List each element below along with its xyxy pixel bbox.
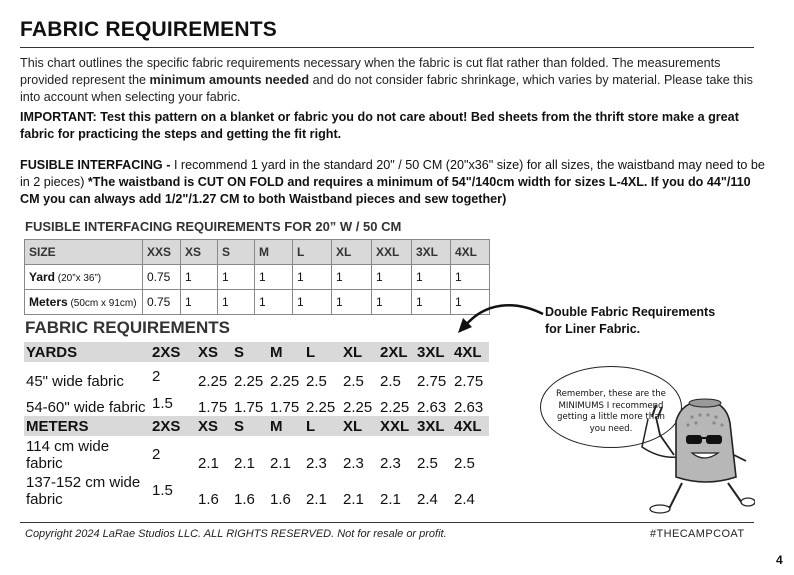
header-cell: L (293, 240, 332, 265)
table-cell: 2.25 (380, 399, 410, 416)
table-cell: 0.75 (143, 290, 181, 315)
table-cell: 1.75 (234, 399, 264, 416)
table-cell: 2.63 (454, 399, 484, 416)
table-cell: 2.5 (343, 373, 364, 390)
thimble-mascot-icon (630, 395, 755, 520)
table-cell: 1 (255, 265, 293, 290)
table-cell: 1 (218, 265, 255, 290)
header-cell: 4XL (452, 416, 489, 436)
table-cell: 1.6 (198, 491, 219, 508)
header-cell: M (268, 342, 304, 362)
footer-divider (20, 522, 754, 523)
table-cell: 2.5 (454, 455, 475, 472)
table-row (24, 362, 489, 390)
header-cell: S (218, 240, 255, 265)
header-cell: 4XL (451, 240, 490, 265)
header-cell: 4XL (452, 342, 489, 362)
row-label: 54-60" wide fabric (26, 399, 146, 416)
hashtag-text: #THECAMPCOAT (650, 528, 745, 540)
table-cell: 1 (412, 290, 451, 315)
table-cell: 2.1 (380, 491, 401, 508)
table-cell: 2.1 (234, 455, 255, 472)
header-cell: XS (196, 416, 232, 436)
header-cell: L (304, 416, 341, 436)
intro-text-1: This chart outlines the specific fabric requirements necessary when the fabric is cut flat rather than folded. The measurements provided represent the (20, 56, 721, 87)
header-cell: M (268, 416, 304, 436)
table-row (25, 290, 490, 315)
table-cell: 1 (255, 290, 293, 315)
table-cell: 2.75 (417, 373, 447, 390)
header-cell: XS (181, 240, 218, 265)
header-cell: 2XS (150, 416, 196, 436)
fabric-table (24, 342, 489, 508)
row-label: 114 cm wide fabric (26, 438, 110, 472)
yards-header-row (24, 342, 489, 362)
header-cell: METERS (24, 416, 150, 436)
meters-header-row (24, 416, 489, 436)
table-cell: 0.75 (143, 265, 181, 290)
table-cell: 1 (412, 265, 451, 290)
table-cell: 1 (218, 290, 255, 315)
row-label: 137-152 cm wide fabric (26, 474, 141, 508)
table-cell: 1.5 (152, 481, 173, 499)
table-cell: 2.25 (198, 373, 228, 390)
table-cell: 2.4 (417, 491, 438, 508)
table-cell: 2.3 (306, 455, 327, 472)
table-cell: 1 (332, 290, 372, 315)
title-divider (20, 47, 754, 48)
fusible-bold: *The waistband is CUT ON FOLD and requires a minimum of 54"/140cm width for sizes L-4XL. If you do 44"/110 CM you can always add 1/2"/1.27 CM to both Waistband pieces and sew together) (20, 175, 751, 206)
table-cell: 2.3 (380, 455, 401, 472)
table-cell: 1.75 (270, 399, 300, 416)
table-cell: 1 (181, 265, 218, 290)
table-cell: 1 (293, 265, 332, 290)
table-cell: 2.1 (343, 491, 364, 508)
table-cell: 2.3 (343, 455, 364, 472)
header-cell: 3XL (415, 342, 452, 362)
header-cell: XXL (372, 240, 412, 265)
table-cell: 2 (152, 367, 161, 385)
header-cell: XS (196, 342, 232, 362)
header-cell: XXS (143, 240, 181, 265)
table-cell: 1.5 (152, 394, 173, 412)
header-cell: 2XS (150, 342, 196, 362)
page-title: FABRIC REQUIREMENTS (20, 18, 277, 41)
interfacing-table (24, 239, 490, 315)
table-cell: 2.1 (270, 455, 291, 472)
table-cell: 2 (152, 445, 161, 463)
header-cell: XL (341, 342, 378, 362)
copyright-text: Copyright 2024 LaRae Studios LLC. ALL RIGHTS RESERVED. Not for resale or profit. (25, 528, 447, 540)
bubble-text: Remember, these are the MINIMUMS I recommend getting a little more than you need. (556, 389, 666, 434)
table-cell: 1.6 (234, 491, 255, 508)
table-cell: 1 (372, 265, 412, 290)
table-row (24, 472, 489, 508)
important-note: IMPORTANT: Test this pattern on a blanket or fabric you do not care about! Bed sheets from the thrift store make a great fabric for practicing the steps and getting the fit right. (20, 110, 739, 141)
table-cell: 2.25 (234, 373, 264, 390)
fabric-table-title: FABRIC REQUIREMENTS (25, 318, 230, 337)
row-label: Meters (50cm x 91cm) (25, 290, 143, 315)
header-cell: M (255, 240, 293, 265)
table-cell: 2.25 (343, 399, 373, 416)
header-cell: L (304, 342, 341, 362)
header-cell: YARDS (24, 342, 150, 362)
header-cell: XL (341, 416, 378, 436)
intro-text-2: and do not consider fabric shrinkage, which varies by material. Please take this into account when selecting your fabric. (20, 73, 753, 104)
table-cell: 2.25 (306, 399, 336, 416)
header-cell: S (232, 416, 268, 436)
table-cell: 1 (451, 290, 490, 315)
table-cell: 2.1 (306, 491, 327, 508)
table-cell: 2.5 (306, 373, 327, 390)
table-cell: 2.4 (454, 491, 475, 508)
row-label: Yard (20”x 36”) (25, 265, 143, 290)
fusible-text: I recommend 1 yard in the standard 20" / 50 CM (20"x36" size) for all sizes, the waistband may need to be in 2 pieces) (20, 158, 765, 189)
table-cell: 1 (181, 290, 218, 315)
row-label: 45" wide fabric (26, 373, 124, 390)
table-row (24, 390, 489, 416)
table-row (25, 265, 490, 290)
table-cell: 1 (293, 290, 332, 315)
header-cell: S (232, 342, 268, 362)
table-cell: 2.5 (380, 373, 401, 390)
table-cell: 1 (332, 265, 372, 290)
table-cell: 2.1 (198, 455, 219, 472)
table-row (24, 436, 489, 472)
table-cell: 2.5 (417, 455, 438, 472)
fusible-paragraph (20, 157, 772, 208)
table-cell: 2.75 (454, 373, 484, 390)
table-cell: 1 (372, 290, 412, 315)
header-cell: XXL (378, 416, 415, 436)
double-note-line-1: Double Fabric Requirements (545, 305, 716, 319)
header-cell: 2XL (378, 342, 415, 362)
interfacing-header-row (25, 240, 490, 265)
header-cell: 3XL (412, 240, 451, 265)
table-cell: 2.25 (270, 373, 300, 390)
fusible-label: FUSIBLE INTERFACING - (20, 158, 174, 172)
header-cell: SIZE (25, 240, 143, 265)
page-number: 4 (776, 553, 783, 567)
double-fabric-note (545, 304, 715, 338)
header-cell: XL (332, 240, 372, 265)
header-cell: 3XL (415, 416, 452, 436)
curved-arrow-icon (455, 300, 550, 340)
intro-bold: minimum amounts needed (149, 73, 310, 87)
table-cell: 1 (451, 265, 490, 290)
interfacing-table-title: FUSIBLE INTERFACING REQUIREMENTS FOR 20” W / 50 CM (25, 219, 402, 234)
intro-paragraph (20, 55, 765, 106)
table-cell: 1.6 (270, 491, 291, 508)
double-note-line-2: for Liner Fabric. (545, 322, 641, 336)
table-cell: 2.63 (417, 399, 447, 416)
table-cell: 1.75 (198, 399, 228, 416)
